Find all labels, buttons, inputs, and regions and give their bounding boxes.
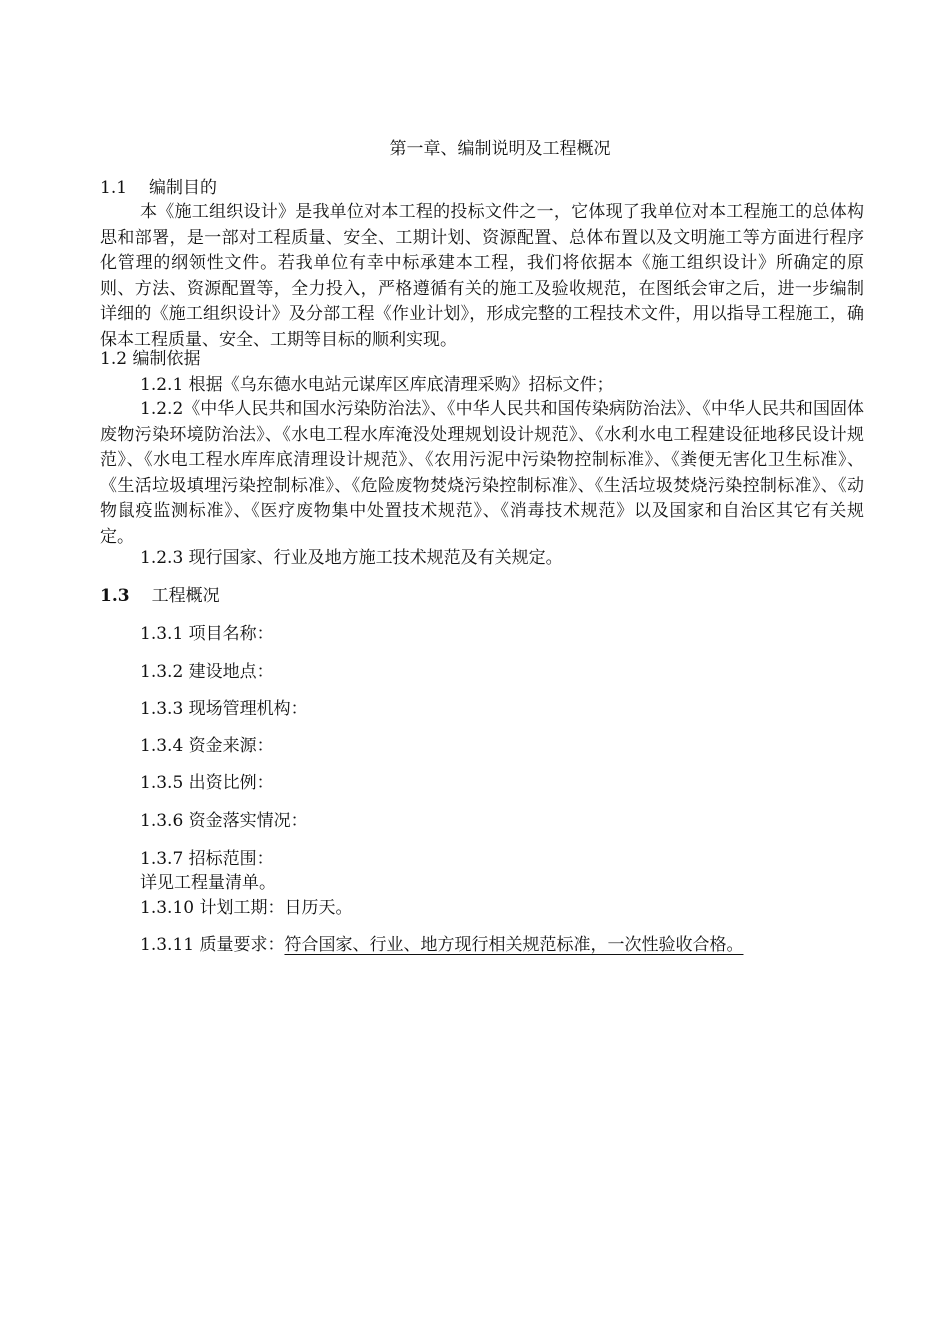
funding-ratio-field: 1.3.5 出资比例： [140, 773, 274, 793]
quality-label: 1.3.11 质量要求： [140, 935, 285, 955]
basis-item-3: 1.2.3 现行国家、行业及地方施工技术规范及有关规定。 [140, 548, 563, 568]
section-1-1-paragraph: 本《施工组织设计》是我单位对本工程的投标文件之一，它体现了我单位对本工程施工的总体构思和部署，是一部对工程质量、安全、工期计划、资源配置、总体布置以及文明施工等方面进行程序化管理的纲领性文件。若我单位有幸中标承建本工程，我们将依据本《施工组织设计》所确定的原则、方法、资源配置等，全力投入，严格遵循有关的施工及验收规范，在图纸会审之后，进一步编制详细的《施工组织设计》及分部工程《作业计划》，形成完整的工程技术文件，用以指导工程施工，确保本工程质量、安全、工期等目标的顺利实现。 [100, 202, 864, 350]
location-field: 1.3.2 建设地点： [140, 662, 274, 682]
section-1-1-heading [100, 175, 217, 201]
section-1-3-title: 工程概况 [151, 586, 220, 606]
management-field: 1.3.3 现场管理机构： [140, 699, 308, 719]
section-1-3-heading [100, 583, 220, 609]
basis-item-2: 1.2.2《中华人民共和国水污染防治法》、《中华人民共和国传染病防治法》、《中华人民共和国固体废物污染环境防治法》、《水电工程水库淹没处理规划设计规范》、《水利水电工程建设征地移民设计规范》、《水电工程水库库底清理设计规范》、《农用污泥中污染物控制标准》、《粪便无害化卫生标准》、《生活垃圾填埋污染控制标准》、《危险废物焚烧污染控制标准》、《生活垃圾焚烧污染控制标准》、《动物鼠疫监测标准》、《医疗废物集中处置技术规范》、《消毒技术规范》以及国家和自治区其它有关规定。 [100, 399, 864, 547]
funding-status-field: 1.3.6 资金落实情况： [140, 811, 308, 831]
funding-source-field: 1.3.4 资金来源： [140, 736, 274, 756]
section-1-2-heading: 1.2 编制依据 [100, 349, 201, 369]
quality-value: 符合国家、行业、地方现行相关规范标准，一次性验收合格。 [284, 935, 744, 955]
section-1-1-number: 1.1 [100, 178, 128, 198]
scope-field: 1.3.7 招标范围： [140, 849, 274, 869]
schedule-field: 1.3.10 计划工期：日历天。 [140, 898, 353, 918]
basis-item-1: 1.2.1 根据《乌东德水电站元谋库区库底清理采购》招标文件； [140, 375, 614, 395]
quality-field [140, 932, 743, 958]
section-1-3-number: 1.3 [100, 586, 130, 606]
scope-detail: 详见工程量清单。 [140, 873, 276, 893]
section-1-1-title: 编制目的 [149, 178, 218, 198]
project-name-field: 1.3.1 项目名称： [140, 624, 274, 644]
chapter-title: 第一章、编制说明及工程概况 [389, 139, 611, 159]
